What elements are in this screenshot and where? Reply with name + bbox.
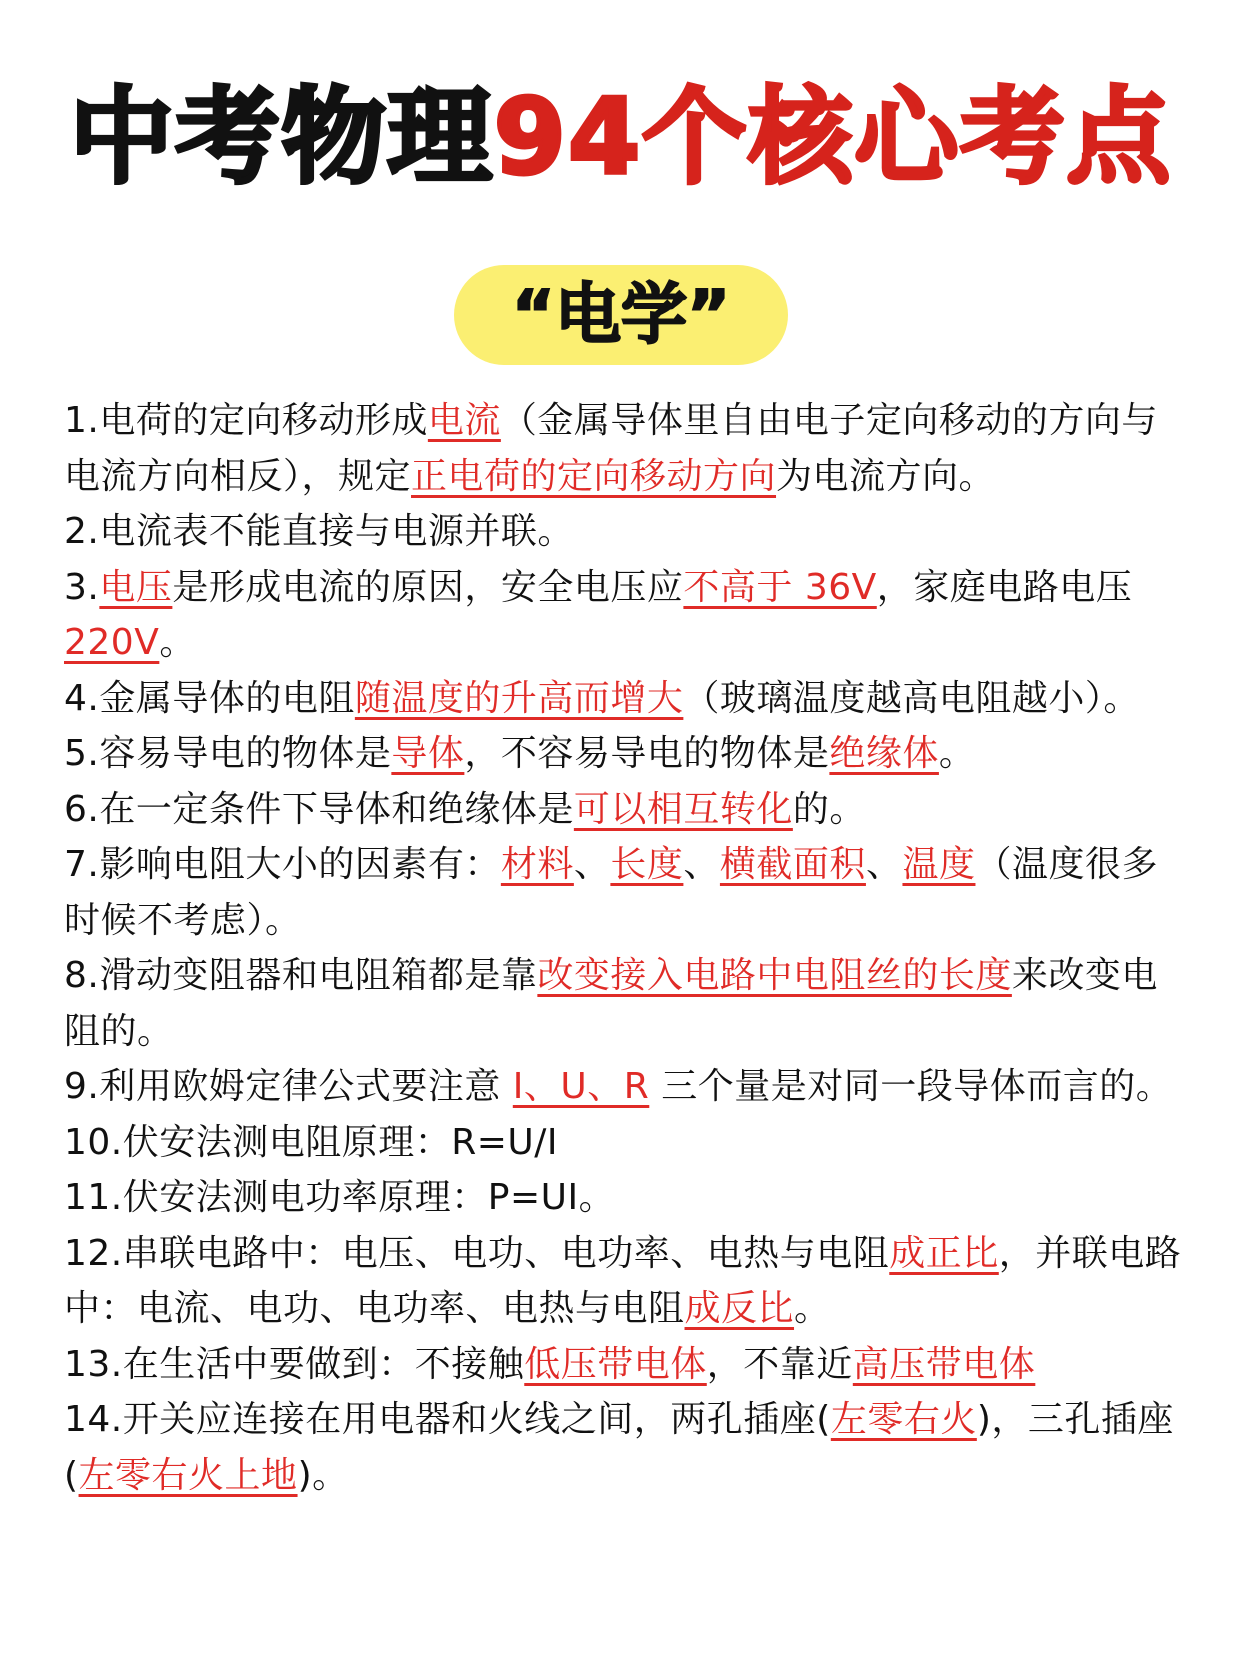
- list-item: [64, 393, 1194, 504]
- item-text: ，不容易导电的物体是: [464, 733, 830, 774]
- item-text: 。: [159, 622, 196, 663]
- highlighted-term: 温度: [902, 844, 976, 885]
- highlighted-term: 横截面积: [719, 844, 866, 885]
- item-text: 、: [683, 844, 720, 885]
- highlighted-term: 正电荷的定向移动方向: [411, 455, 777, 497]
- list-item: [64, 1059, 1194, 1115]
- item-text: )，三孔插座(: [64, 1399, 1174, 1496]
- item-text: 为电流方向。: [776, 455, 996, 497]
- item-text: 9.利用欧姆定律公式要注意: [64, 1066, 513, 1107]
- list-item: [64, 837, 1194, 948]
- highlighted-term: 低压带电体: [524, 1343, 707, 1385]
- subtitle-container: [0, 265, 1242, 365]
- highlighted-term: 绝缘体: [829, 733, 939, 774]
- item-text: 4.金属导体的电阻: [64, 677, 355, 719]
- item-text: 8.滑动变阻器和电阻箱都是靠: [64, 955, 538, 996]
- highlighted-term: 成正比: [889, 1232, 999, 1274]
- item-text: 来改变电阻的。: [64, 955, 1158, 1052]
- highlighted-term: 材料: [500, 844, 574, 885]
- highlighted-term: 220V: [64, 622, 160, 663]
- list-item: [64, 1392, 1194, 1503]
- item-text: 3.: [64, 566, 100, 608]
- subtitle-badge: “电学”: [454, 265, 789, 365]
- item-text: 2.电流表不能直接与电源并联。: [64, 511, 574, 552]
- highlighted-term: 不高于 36V: [683, 566, 877, 608]
- highlighted-term: 长度: [610, 844, 684, 885]
- list-item: [64, 1170, 1194, 1226]
- list-item: [64, 560, 1194, 671]
- list-item: [64, 1337, 1194, 1393]
- item-text: 14.开关应连接在用电器和火线之间，两孔插座(: [64, 1399, 831, 1440]
- item-text: 。: [938, 733, 976, 774]
- item-text: 6.在一定条件下导体和绝缘体是: [64, 788, 574, 830]
- list-item: [64, 948, 1194, 1059]
- item-text: 1.电荷的定向移动形成: [64, 400, 428, 441]
- highlighted-term: 电流: [427, 400, 501, 441]
- highlighted-term: 高压带电体: [852, 1343, 1036, 1385]
- list-item: [64, 1115, 1194, 1171]
- page-title: [0, 78, 1242, 198]
- highlighted-term: 可以相互转化: [573, 788, 793, 830]
- item-text: 、: [865, 844, 903, 885]
- highlighted-term: 成反比: [684, 1288, 795, 1329]
- item-text: ，并联电路中：电流、电功、电功率、电热与电阻: [64, 1232, 1182, 1329]
- item-text: ，家庭电路电压: [876, 566, 1133, 608]
- title-black-part: 中考物理: [69, 76, 494, 198]
- list-item: [64, 782, 1194, 838]
- item-text: 、: [573, 844, 611, 885]
- item-text: 13.在生活中要做到：不接触: [64, 1343, 525, 1385]
- item-text: 11.伏安法测电功率原理：P=UI。: [64, 1177, 616, 1218]
- item-text: 的。: [792, 788, 866, 830]
- item-text: 三个量是对同一段导体而言的。: [649, 1066, 1173, 1107]
- item-text: 5.容易导电的物体是: [64, 733, 392, 774]
- highlighted-term: I、U、R: [512, 1066, 650, 1107]
- points-list: [64, 393, 1194, 1503]
- title-red-part: 94个核心考点: [493, 76, 1173, 198]
- item-text: （温度很多时候不考虑）。: [64, 844, 1158, 941]
- item-text: ，不靠近: [706, 1343, 853, 1385]
- item-text: （金属导体里自由电子定向移动的方向与电流方向相反），规定: [64, 400, 1158, 497]
- item-text: （玻璃温度越高电阻越小）。: [683, 677, 1140, 719]
- item-text: 。: [794, 1288, 831, 1329]
- item-text: 12.串联电路中：电压、电功、电功率、电热与电阻: [64, 1232, 890, 1274]
- item-text: 10.伏安法测电阻原理：R=U/I: [64, 1121, 559, 1163]
- item-text: 7.影响电阻大小的因素有：: [64, 844, 501, 885]
- list-item: [64, 1226, 1194, 1337]
- item-text: )。: [297, 1454, 349, 1496]
- highlighted-term: 导体: [391, 733, 465, 774]
- highlighted-term: 电压: [99, 566, 173, 608]
- item-text: 是形成电流的原因，安全电压应: [172, 566, 684, 608]
- highlighted-term: 左零右火: [830, 1399, 977, 1440]
- highlighted-term: 随温度的升高而增大: [354, 677, 684, 719]
- list-item: [64, 671, 1194, 727]
- list-item: [64, 504, 1194, 560]
- highlighted-term: 改变接入电路中电阻丝的长度: [537, 955, 1012, 996]
- highlighted-term: 左零右火上地: [78, 1454, 298, 1496]
- list-item: [64, 726, 1194, 782]
